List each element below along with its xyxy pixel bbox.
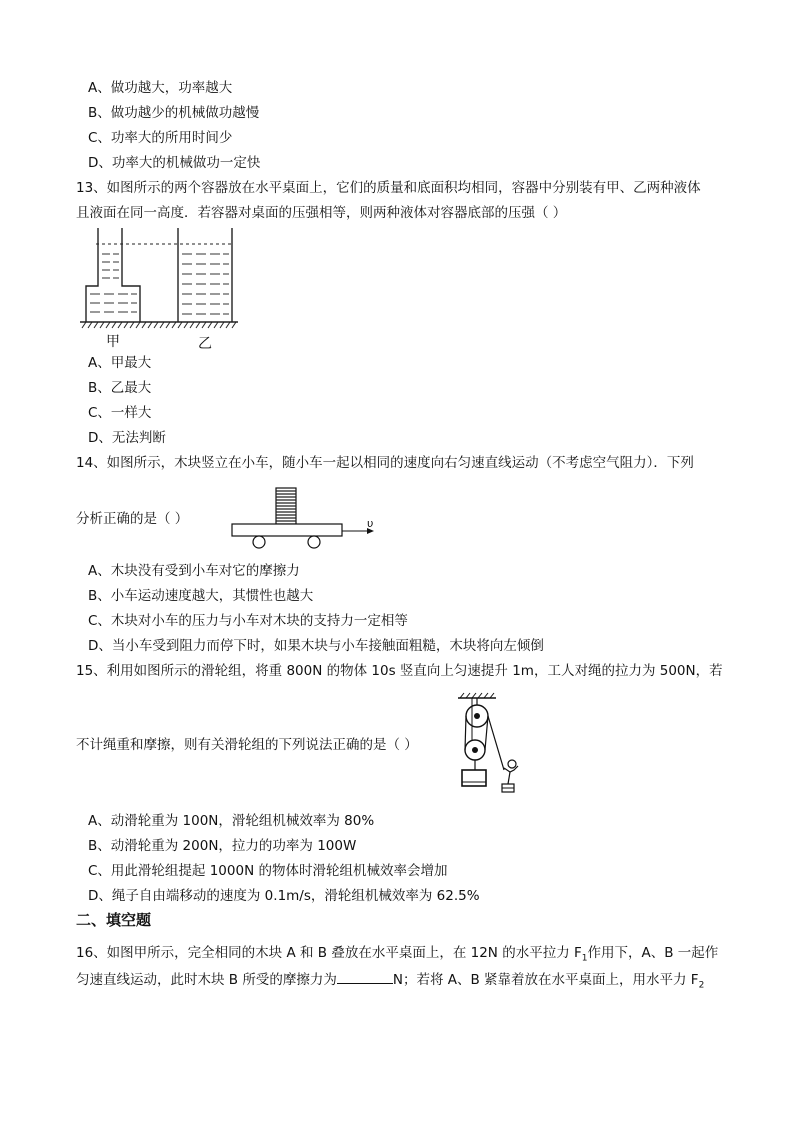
- q13-stem-line2: 且液面在同一高度．若容器对桌面的压强相等，则两种液体对容器底部的压强（ ）: [76, 205, 567, 221]
- q14-option-d: D、当小车受到阻力而停下时，如果木块与小车接触面粗糙，木块将向左倾倒: [88, 638, 544, 654]
- q13-option-a: A、甲最大: [88, 355, 152, 371]
- q13-containers-figure: [78, 224, 240, 330]
- q14-option-c: C、木块对小车的压力与小车对木块的支持力一定相等: [88, 613, 408, 629]
- q12-option-d: D、功率大的机械做功一定快: [88, 155, 261, 171]
- q16-answer-blank[interactable]: [337, 970, 393, 984]
- q14-stem-line2: 分析正确的是（ ）: [76, 511, 189, 527]
- q15-option-c: C、用此滑轮组提起 1000N 的物体时滑轮组机械效率会增加: [88, 863, 448, 879]
- q12-option-c: C、功率大的所用时间少: [88, 130, 233, 146]
- q13-label-yi: 乙: [198, 336, 212, 352]
- q12-option-a: A、做功越大，功率越大: [88, 80, 233, 96]
- q13-stem-line1: 13、如图所示的两个容器放在水平桌面上，它们的质量和底面积均相同，容器中分别装有甲、乙两种液体: [76, 180, 701, 196]
- q16-f2-subscript: 2: [698, 980, 705, 991]
- q15-stem-line1: 15、利用如图所示的滑轮组，将重 800N 的物体 10s 竖直向上匀速提升 1m，工人对绳的拉力为 500N，若: [76, 663, 723, 679]
- q15-option-b: B、动滑轮重为 200N，拉力的功率为 100W: [88, 838, 357, 854]
- q15-pulley-figure: [452, 692, 532, 796]
- q13-option-c: C、一样大: [88, 405, 152, 421]
- q16-line2-text-a: 匀速直线运动，此时木块 B 所受的摩擦力为: [76, 972, 337, 988]
- q15-option-a: A、动滑轮重为 100N，滑轮组机械效率为 80%: [88, 813, 375, 829]
- q16-line1-text-b: 作用下，A、B 一起作: [587, 945, 719, 961]
- q15-option-d: D、绳子自由端移动的速度为 0.1m/s，滑轮组机械效率为 62.5%: [88, 888, 480, 904]
- q13-label-jia: 甲: [106, 334, 120, 350]
- q16-line2-text-b: N；若将 A、B 紧靠着放在水平桌面上，用水平力 F: [392, 972, 699, 988]
- q16-line2: [76, 970, 704, 995]
- q14-option-b: B、小车运动速度越大，其惯性也越大: [88, 588, 314, 604]
- q14-velocity-label: υ: [367, 517, 374, 530]
- q15-stem-line2: 不计绳重和摩擦，则有关滑轮组的下列说法正确的是（ ）: [76, 737, 418, 753]
- q14-stem-line1: 14、如图所示，木块竖立在小车，随小车一起以相同的速度向右匀速直线运动（不考虑空气阻力）．下列: [76, 455, 694, 471]
- q16-line1-text-a: 16、如图甲所示，完全相同的木块 A 和 B 叠放在水平桌面上，在 12N 的水平拉力 F: [76, 945, 582, 961]
- q16-line1: [76, 944, 718, 968]
- q13-option-b: B、乙最大: [88, 380, 152, 396]
- q14-cart-figure: [228, 486, 378, 552]
- section-heading-fill-blank: 二、填空题: [76, 911, 152, 929]
- q13-option-d: D、无法判断: [88, 430, 166, 446]
- q14-option-a: A、木块没有受到小车对它的摩擦力: [88, 563, 300, 579]
- q16-f1-subscript: 1: [581, 953, 588, 964]
- q12-option-b: B、做功越少的机械做功越慢: [88, 105, 260, 121]
